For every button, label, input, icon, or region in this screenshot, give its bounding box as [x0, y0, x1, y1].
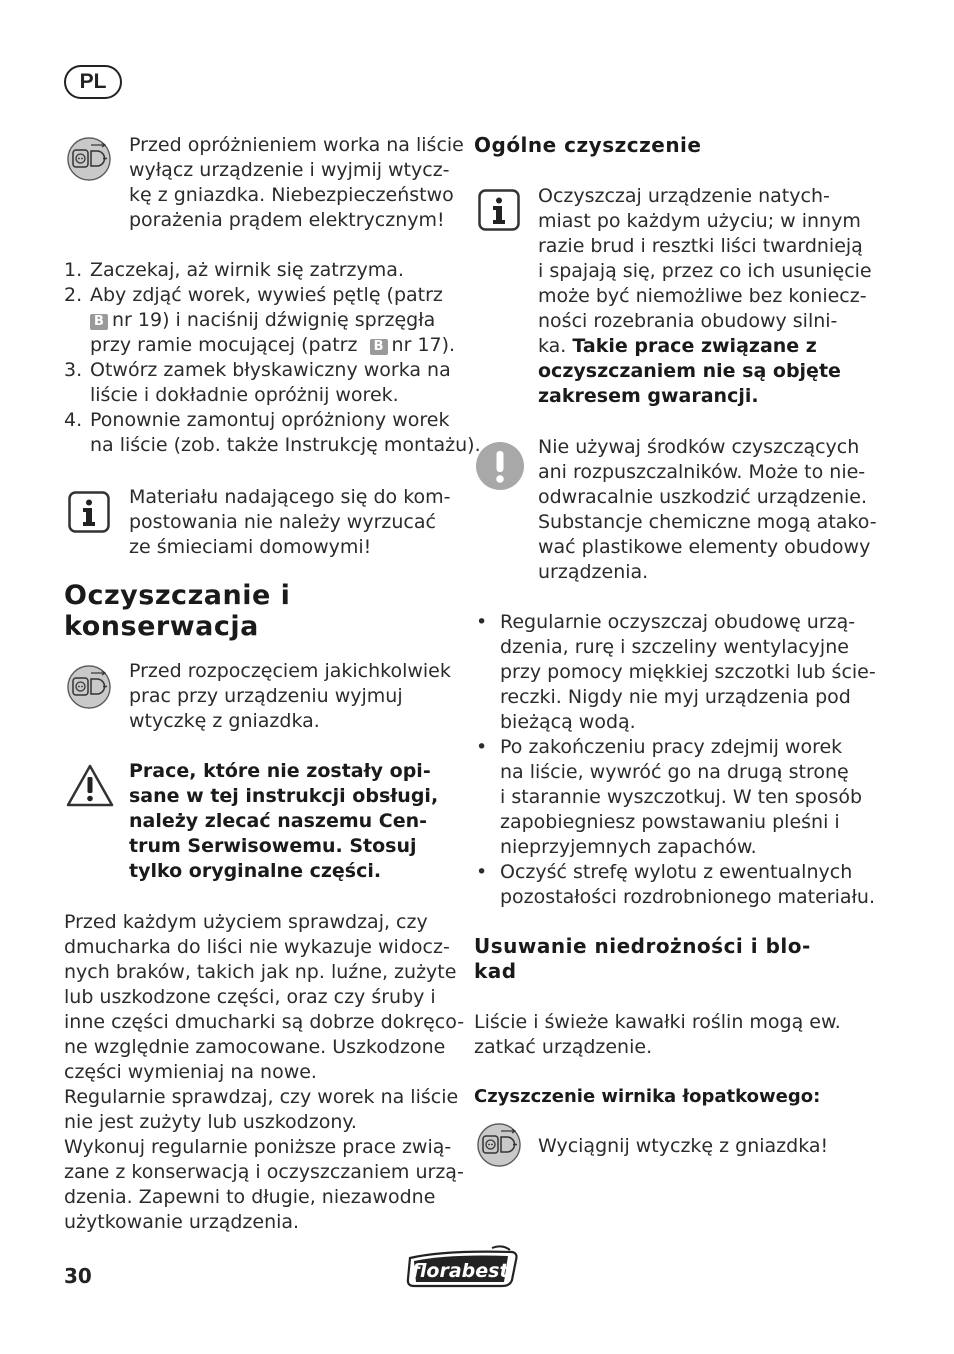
step-1: 1. Zaczekaj, aż wirnik się zatrzyma. [64, 259, 404, 281]
emptying-steps [64, 258, 481, 458]
maintenance-body: Przed każdym użyciem sprawdzaj, czy dmucharka do liści nie wykazuje widocz- nych braków, takich jak np. luźne, zużyte lub uszkodzone części, oraz czy śruby i inne części dmucharki są dobrze dokręco- ne względnie zamocowane. Uszkodzone części wymieniaj na nowe. Regularnie sprawdzaj, czy worek na liście nie jest zużyty lub uszkodzony. Wykonuj regularnie poniższe prace zwią- zane z konserwacją i oczyszczaniem urzą- dzenia. Zapewni to długie, niezawodne użytkowanie urządzenia. [64, 911, 465, 1233]
section-heading-blockage: Usuwanie niedrożności i blo- kad [474, 934, 811, 983]
chemicals-caution: Nie używaj środków czyszczących ani rozpuszczalników. Może to nie- odwracalnie uszkodzić urządzenie. Substancje chemiczne mogą atako- wać plastikowe elementy obudowy urządzenia. [538, 436, 877, 583]
service-warning: Prace, które nie zostały opi- sane w tej instrukcji obsługi, należy zlecać naszemu Cen- trum Serwisowemu. Stosuj tylko oryginalne części. [129, 760, 439, 882]
svg-text:florabest: florabest [411, 1260, 509, 1282]
unplug-note-2: Przed rozpoczęciem jakichkolwiek prac przy urządzeniu wyjmuj wtyczkę z gniazdka. [129, 660, 451, 732]
section-heading-general-cleaning: Ogólne czyszczenie [474, 133, 702, 157]
section-heading-maintenance: Oczyszczanie i konserwacja [64, 580, 291, 642]
brand-logo [404, 1244, 520, 1294]
unplug-icon [66, 664, 112, 710]
blockage-text: Liście i świeże kawałki roślin mogą ew. zatkać urządzenie. [474, 1011, 841, 1058]
unplug-short: Wyciągnij wtyczkę z gniazdka! [538, 1135, 829, 1157]
compost-info: Materiału nadającego się do kom- postowania nie należy wyrzucać ze śmieciami domowymi! [129, 486, 451, 558]
info-icon [68, 491, 110, 537]
list-item: • Po zakończeniu pracy zdejmij worek na liście, wywróć go na drugą stronę i starannie wyszczotkuj. W ten sposób zapobiegniesz powstawaniu pleśni i nieprzyjemnych zapachów. [476, 736, 863, 858]
info-icon [478, 189, 520, 235]
figure-b-badge: B [370, 339, 388, 355]
unplug-icon [476, 1122, 522, 1168]
cleaning-bullets [474, 610, 894, 910]
unplug-note-1: Przed opróżnieniem worka na liście wyłącz urządzenie i wyjmij wtycz- kę z gniazdka. Niebezpieczeństwo porażenia prądem elektrycznym! [129, 134, 464, 231]
warning-triangle-icon [65, 763, 115, 812]
general-cleaning-info: Oczyszczaj urządzenie natych- miast po każdym użyciu; w innym razie brud i resztki liści twardnieją i spajają się, przez co ich usunięcie może być niemożliwe bez koniecz- ności rozebrania obudowy silni- ka. Takie prace związane z oczyszczaniem nie są objęte zakresem gwarancji. [538, 185, 872, 407]
figure-b-badge: B [90, 314, 108, 330]
step-2: 2. Aby zdjąć worek, wywieś pętlę (patrz B nr 19) i naciśnij dźwignię sprzęgła przy ramie mocującej (patrz B nr 17). [64, 284, 456, 356]
impeller-heading: Czyszczenie wirnika łopatkowego: [474, 1086, 821, 1107]
step-3: 3. Otwórz zamek błyskawiczny worka na liście i dokładnie opróżnij worek. [64, 359, 451, 406]
list-item: • Oczyść strefę wylotu z ewentualnych pozostałości rozdrobnionego materiału. [476, 861, 875, 908]
page-number: 30 [64, 1264, 92, 1288]
exclamation-circle-icon [476, 442, 524, 494]
language-badge: PL [64, 65, 122, 99]
step-4: 4. Ponownie zamontuj opróżniony worek na liście (zob. także Instrukcję montażu). [64, 409, 481, 456]
list-item: • Regularnie oczyszczaj obudowę urzą- dzenia, rurę i szczeliny wentylacyjne przy pomocy miękkiej szczotki lub ście- reczki. Nigdy nie myj urządzenia pod bieżącą wodą. [476, 611, 876, 733]
unplug-icon [66, 136, 112, 182]
